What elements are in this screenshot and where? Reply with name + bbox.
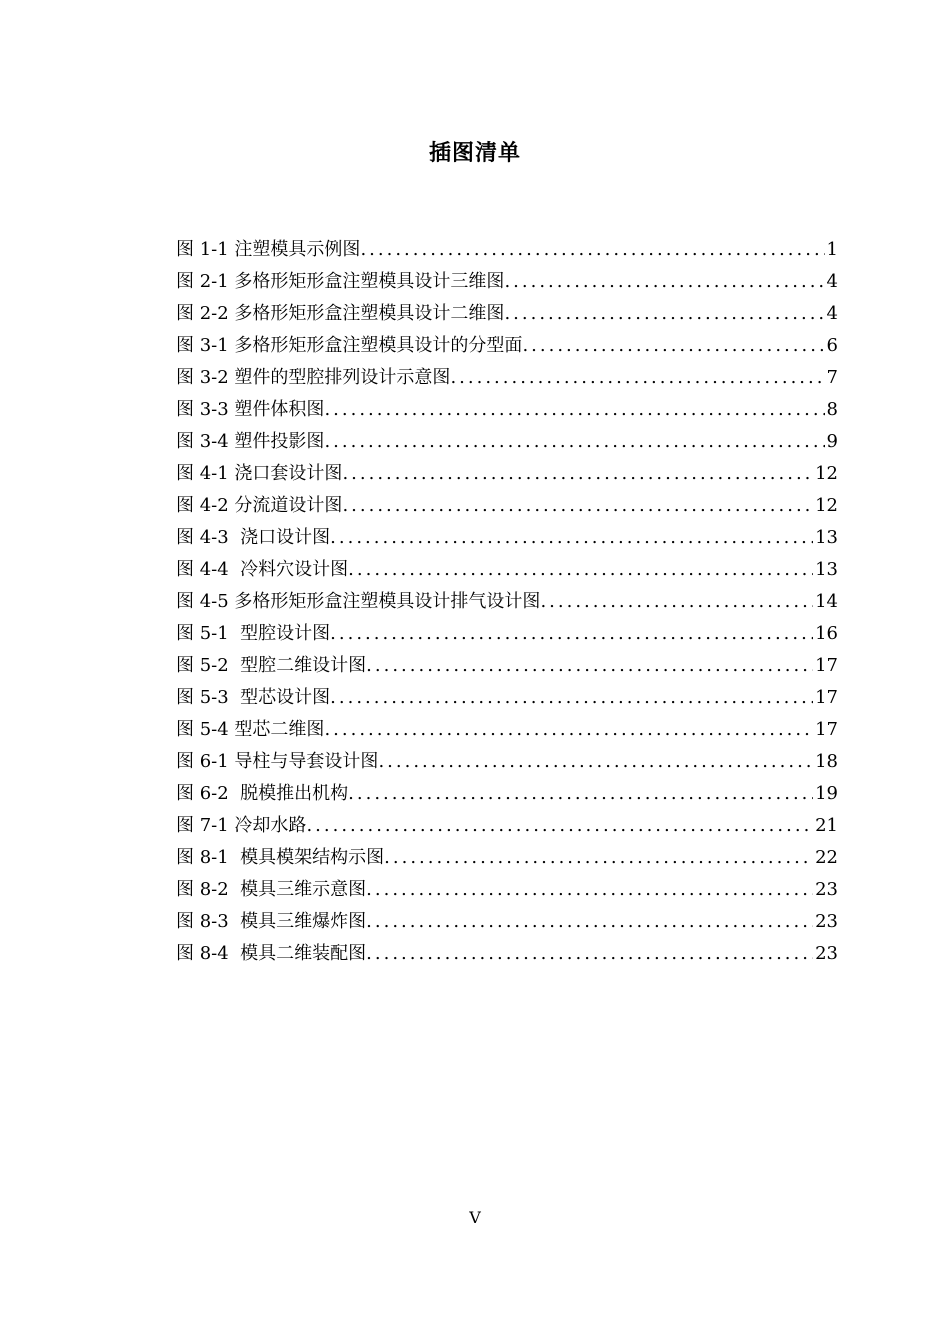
dot-leader <box>366 650 813 682</box>
dot-leader <box>450 362 824 394</box>
toc-entry-caption: 图 3-1 多格形矩形盒注塑模具设计的分型面 <box>176 335 523 356</box>
dot-leader <box>330 522 813 554</box>
toc-entry <box>176 778 838 810</box>
page-number: V <box>469 1208 481 1227</box>
toc-entry-caption: 图 4-1 浇口套设计图 <box>176 463 343 484</box>
toc-entry-page: 17 <box>815 719 838 740</box>
toc-entry <box>176 842 838 874</box>
toc-entry-caption: 图 1-1 注塑模具示例图 <box>176 239 361 260</box>
toc-entry <box>176 586 838 618</box>
toc-entry-page: 17 <box>815 687 838 708</box>
toc-entry-page: 22 <box>815 847 838 868</box>
toc-entry <box>176 362 838 394</box>
toc-entry <box>176 874 838 906</box>
dot-leader <box>378 746 813 778</box>
toc-entry-page: 16 <box>815 623 838 644</box>
dot-leader <box>324 426 824 458</box>
toc-entry-caption: 图 5-4 型芯二维图 <box>176 719 325 740</box>
toc-entry-caption: 图 8-1 模具模架结构示图 <box>176 847 385 868</box>
dot-leader <box>348 778 813 810</box>
toc-entry-page: 23 <box>815 911 838 932</box>
dot-leader <box>342 490 813 522</box>
dot-leader <box>324 394 824 426</box>
toc-entry <box>176 458 838 490</box>
dot-leader <box>522 330 824 362</box>
toc-entry <box>176 426 838 458</box>
toc-entry-page: 18 <box>815 751 838 772</box>
page-title: 插图清单 <box>428 141 521 166</box>
toc-entry <box>176 554 838 586</box>
toc-entry <box>176 618 838 650</box>
toc-entry-page: 12 <box>815 495 838 516</box>
toc-entry-page: 7 <box>826 367 838 388</box>
dot-leader <box>366 906 813 938</box>
toc-entry-caption: 图 2-1 多格形矩形盒注塑模具设计三维图 <box>176 271 505 292</box>
toc-entry-caption: 图 8-3 模具三维爆炸图 <box>176 911 367 932</box>
toc-entry-caption: 图 5-3 型芯设计图 <box>176 687 331 708</box>
dot-leader <box>342 458 813 490</box>
toc-entry-caption: 图 7-1 冷却水路 <box>176 815 307 836</box>
dot-leader <box>324 714 813 746</box>
toc-entry <box>176 906 838 938</box>
toc-entry-caption: 图 5-2 型腔二维设计图 <box>176 655 367 676</box>
toc-entry-caption: 图 6-2 脱模推出机构 <box>176 783 349 804</box>
toc-entry-page: 13 <box>815 559 838 580</box>
toc-entry <box>176 394 838 426</box>
toc-entry <box>176 714 838 746</box>
toc-entry <box>176 810 838 842</box>
toc-entry-caption: 图 6-1 导柱与导套设计图 <box>176 751 379 772</box>
toc-entry <box>176 330 838 362</box>
toc-entry-caption: 图 4-5 多格形矩形盒注塑模具设计排气设计图 <box>176 591 541 612</box>
toc-entry-page: 8 <box>826 399 838 420</box>
toc-entry-caption: 图 8-4 模具二维装配图 <box>176 943 367 964</box>
toc-entry-page: 9 <box>826 431 838 452</box>
toc-entry-caption: 图 8-2 模具三维示意图 <box>176 879 367 900</box>
toc-entry <box>176 234 838 266</box>
toc-entry <box>176 490 838 522</box>
dot-leader <box>366 938 813 970</box>
toc-entry <box>176 522 838 554</box>
dot-leader <box>348 554 813 586</box>
toc-entry-page: 1 <box>826 239 838 260</box>
dot-leader <box>504 298 824 330</box>
list-of-figures <box>176 234 838 970</box>
toc-entry-page: 4 <box>826 271 838 292</box>
toc-entry-page: 14 <box>815 591 838 612</box>
toc-entry <box>176 266 838 298</box>
toc-entry-page: 4 <box>826 303 838 324</box>
toc-entry-caption: 图 3-3 塑件体积图 <box>176 399 325 420</box>
toc-entry <box>176 682 838 714</box>
dot-leader <box>330 618 813 650</box>
dot-leader <box>540 586 813 618</box>
toc-entry-caption: 图 2-2 多格形矩形盒注塑模具设计二维图 <box>176 303 505 324</box>
toc-entry-page: 6 <box>826 335 838 356</box>
dot-leader <box>384 842 813 874</box>
dot-leader <box>366 874 813 906</box>
toc-entry-caption: 图 4-2 分流道设计图 <box>176 495 343 516</box>
toc-entry-page: 13 <box>815 527 838 548</box>
toc-entry-caption: 图 5-1 型腔设计图 <box>176 623 331 644</box>
dot-leader <box>330 682 813 714</box>
toc-entry <box>176 938 838 970</box>
toc-entry-page: 17 <box>815 655 838 676</box>
dot-leader <box>360 234 824 266</box>
toc-entry-page: 23 <box>815 943 838 964</box>
dot-leader <box>504 266 824 298</box>
toc-entry <box>176 298 838 330</box>
toc-entry <box>176 650 838 682</box>
toc-entry-caption: 图 4-3 浇口设计图 <box>176 527 331 548</box>
toc-entry <box>176 746 838 778</box>
toc-entry-page: 12 <box>815 463 838 484</box>
toc-entry-page: 23 <box>815 879 838 900</box>
toc-entry-caption: 图 4-4 冷料穴设计图 <box>176 559 349 580</box>
toc-entry-caption: 图 3-2 塑件的型腔排列设计示意图 <box>176 367 451 388</box>
toc-entry-page: 21 <box>815 815 838 836</box>
dot-leader <box>306 810 813 842</box>
toc-entry-page: 19 <box>815 783 838 804</box>
toc-entry-caption: 图 3-4 塑件投影图 <box>176 431 325 452</box>
